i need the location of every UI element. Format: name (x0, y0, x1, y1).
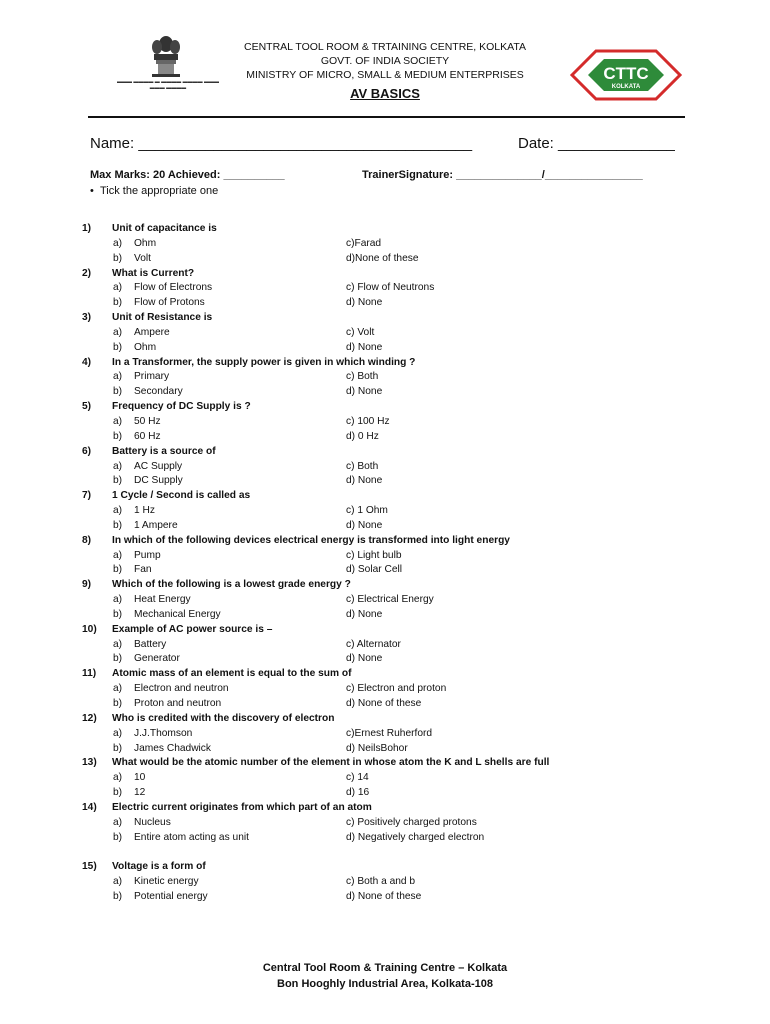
date-field[interactable]: Date: ______________ (518, 135, 675, 152)
option-c[interactable]: c)Farad (346, 237, 382, 249)
question-text: Voltage is a form of (112, 861, 206, 873)
option-d[interactable]: d)None of these (346, 252, 419, 264)
option-d[interactable]: d) None of these (346, 698, 422, 709)
question-text: Who is credited with the discovery of electron (112, 712, 335, 724)
option-b-text: DC Supply (134, 475, 183, 487)
option-b-text: 1 Ampere (134, 519, 178, 531)
question-list (0, 222, 770, 905)
question-text: In a Transformer, the supply power is given in which winding ? (112, 356, 416, 368)
option-d[interactable]: d) None (346, 519, 383, 531)
question-item (0, 534, 770, 579)
option-a[interactable]: a) Ohm (113, 237, 157, 249)
question-item (0, 801, 770, 846)
option-b-text: Potential energy (134, 890, 208, 902)
question-number: 6) (82, 445, 92, 457)
option-d[interactable]: d) 16 (346, 787, 370, 799)
question-text: Atomic mass of an element is equal to the sum of (112, 668, 352, 680)
option-b-text: Mechanical Energy (134, 608, 221, 620)
option-b-text: Flow of Protons (134, 297, 205, 309)
question-number: 7) (82, 490, 92, 502)
option-c[interactable]: c) Electron and proton (346, 683, 447, 695)
option-b-text: Entire atom acting as unit (134, 831, 249, 843)
option-c[interactable]: c) Electrical Energy (346, 594, 434, 606)
option-d[interactable]: d) Negatively charged electron (346, 831, 485, 843)
question-number: 10) (82, 623, 97, 635)
option-b[interactable]: b) Volt (113, 252, 151, 264)
question-item (0, 489, 770, 534)
option-b[interactable]: b) Secondary (113, 386, 183, 398)
header-line-2: GOVT. OF INDIA SOCIETY (320, 55, 450, 67)
question-number: 1) (82, 223, 92, 234)
option-c[interactable]: c) Flow of Neutrons (346, 282, 435, 294)
option-b[interactable]: b) Generator (113, 653, 180, 665)
option-b-text: Proton and neutron (134, 698, 222, 709)
option-d[interactable]: d) Solar Cell (346, 564, 403, 576)
header-line-1: CENTRAL TOOL ROOM & TRTAINING CENTRE, KOLKATA (244, 41, 526, 53)
option-b[interactable]: b) 12 (113, 787, 146, 799)
question-number: 5) (82, 401, 92, 413)
question-item (0, 222, 770, 267)
question-item (0, 623, 770, 668)
option-b-text: Fan (134, 564, 152, 576)
question-number: 4) (82, 356, 92, 368)
question-number: 11) (82, 668, 97, 680)
cttc-logo (566, 45, 686, 105)
option-a[interactable]: a) Primary (113, 371, 170, 383)
question-text: Unit of capacitance is (112, 223, 217, 234)
question-number: 14) (82, 801, 97, 813)
option-b-text: Generator (134, 653, 180, 665)
option-a-text: Heat Energy (134, 594, 191, 606)
question-item (0, 860, 770, 905)
option-b[interactable]: b) Ohm (113, 341, 157, 353)
option-a-text: 50 Hz (134, 415, 161, 427)
option-a[interactable]: a) 50 Hz (113, 415, 161, 427)
question-number: 8) (82, 534, 92, 546)
option-a[interactable]: a) Pump (113, 549, 161, 561)
option-b[interactable]: b) 1 Ampere (113, 519, 178, 531)
option-c[interactable]: c) Volt (346, 326, 375, 338)
option-b-text: James Chadwick (134, 742, 211, 754)
option-a-text: Electron and neutron (134, 683, 229, 695)
question-text: Frequency of DC Supply is ? (112, 401, 251, 413)
footer-line-2: Bon Hooghly Industrial Area, Kolkata-108 (277, 978, 493, 990)
option-b[interactable]: b) Proton and neutron (113, 698, 222, 709)
question-text: Battery is a source of (112, 445, 216, 457)
question-text: 1 Cycle / Second is called as (112, 490, 251, 502)
option-a-text: AC Supply (134, 460, 183, 472)
option-d[interactable]: d) None (346, 386, 383, 398)
option-b[interactable]: b) Fan (113, 564, 152, 576)
question-item (0, 356, 770, 401)
option-d[interactable]: d) 0 Hz (346, 430, 379, 442)
option-a-text: Nucleus (134, 816, 171, 828)
option-a-text: 10 (134, 772, 146, 784)
option-c[interactable]: c) Positively charged protons (346, 816, 477, 828)
option-b[interactable]: b) Flow of Protons (113, 297, 205, 309)
option-b-text: Ohm (134, 341, 157, 353)
option-a[interactable]: a) 1 Hz (113, 505, 155, 517)
question-item (0, 400, 770, 445)
option-b[interactable]: b) Potential energy (113, 890, 208, 902)
question-item (0, 267, 770, 312)
name-field[interactable]: Name: ________________________________________ (90, 135, 473, 152)
option-d[interactable]: d) None (346, 653, 383, 665)
logo-text: CTTC (603, 64, 649, 83)
option-c[interactable]: c) Alternator (346, 638, 401, 650)
question-item (0, 667, 770, 712)
option-b-text: Volt (134, 252, 151, 264)
option-a[interactable]: a) Ampere (113, 326, 170, 338)
question-number: 3) (82, 312, 92, 324)
question-text: In which of the following devices electrical energy is transformed into light energy (112, 534, 510, 546)
option-c[interactable]: c) Both (346, 460, 379, 472)
option-a-text: Battery (134, 638, 167, 650)
option-d[interactable]: d) None (346, 475, 383, 487)
option-a-text: Pump (134, 549, 161, 561)
question-text: What is Current? (112, 267, 195, 279)
option-a[interactable]: a) Flow of Electrons (113, 282, 213, 294)
option-b-text: Secondary (134, 386, 183, 398)
option-d[interactable]: d) None (346, 341, 383, 353)
option-a[interactable]: a) Nucleus (113, 816, 171, 828)
question-number: 13) (82, 757, 97, 769)
question-text: Electric current originates from which part of an atom (112, 801, 372, 813)
question-number: 12) (82, 712, 97, 724)
question-text: Which of the following is a lowest grade energy ? (112, 579, 351, 591)
footer-line-1: Central Tool Room & Training Centre – Kolkata (262, 962, 508, 974)
option-a-text: 1 Hz (134, 505, 155, 517)
question-text: What would be the atomic number of the element in whose atom the K and L shells are full (112, 757, 550, 769)
option-a[interactable]: a) Battery (113, 638, 167, 650)
logo-subtext: KOLKATA (611, 84, 641, 90)
option-a[interactable]: a) 10 (113, 772, 146, 784)
option-a-text: J.J.Thomson (134, 727, 193, 739)
option-b[interactable]: b) James Chadwick (113, 742, 211, 754)
question-item (0, 445, 770, 490)
option-a[interactable]: a) AC Supply (113, 460, 183, 472)
option-d[interactable]: d) NeilsBohor (346, 742, 408, 754)
option-c[interactable]: c) 14 (346, 772, 369, 784)
question-number: 2) (82, 267, 92, 279)
question-item (0, 311, 770, 356)
option-c[interactable]: c) Both (346, 371, 379, 383)
option-a[interactable]: a) Heat Energy (113, 594, 191, 606)
bullet-icon: • (90, 185, 100, 197)
option-b[interactable]: b) DC Supply (113, 475, 183, 487)
question-text: Unit of Resistance is (112, 312, 213, 324)
option-a[interactable]: a) Electron and neutron (113, 683, 229, 695)
question-item (0, 756, 770, 801)
option-a-text: Primary (134, 371, 170, 383)
question-number: 9) (82, 579, 92, 591)
option-d[interactable]: d) None (346, 608, 383, 620)
option-c[interactable]: c) 100 Hz (346, 415, 390, 427)
option-b-text: 12 (134, 787, 146, 799)
option-a[interactable]: a) Kinetic energy (113, 876, 199, 888)
option-b[interactable]: b) Mechanical Energy (113, 608, 221, 620)
option-c[interactable]: c) Both a and b (346, 876, 416, 888)
option-c[interactable]: c)Ernest Ruherford (346, 727, 433, 739)
option-a-text: Ampere (134, 326, 170, 338)
header-line-3: MINISTRY OF MICRO, SMALL & MEDIUM ENTERPRISES (246, 69, 524, 81)
option-a[interactable]: a) J.J.Thomson (113, 727, 193, 739)
option-d[interactable]: d) None of these (346, 890, 422, 902)
header-divider (88, 116, 685, 118)
instruction (90, 185, 218, 197)
option-a-text: Flow of Electrons (134, 282, 213, 294)
spacer (0, 845, 770, 860)
question-item (0, 712, 770, 757)
option-c[interactable]: c) 1 Ohm (346, 505, 388, 517)
question-text: Example of AC power source is – (112, 623, 273, 635)
option-d[interactable]: d) None (346, 297, 383, 309)
instruction-text: Tick the appropriate one (99, 185, 219, 197)
option-a-text: Ohm (134, 237, 157, 249)
trainer-signature-field[interactable]: TrainerSignature: ______________/________________ (362, 169, 643, 181)
question-number: 15) (82, 861, 97, 873)
option-b-text: 60 Hz (134, 430, 161, 442)
max-marks-field[interactable]: Max Marks: 20 Achieved: __________ (90, 169, 285, 181)
question-item (0, 578, 770, 623)
ministry-emblem-caption: ▬▬▬ ▬▬▬▬ ▬ ▬▬▬▬ ▬▬▬▬ ▬▬▬ ▬▬▬ ▬▬▬▬ (117, 79, 219, 91)
option-b[interactable]: b) Entire atom acting as unit (113, 831, 249, 843)
option-c[interactable]: c) Light bulb (346, 549, 402, 561)
option-b[interactable]: b) 60 Hz (113, 430, 161, 442)
page-title: AV BASICS (350, 86, 420, 101)
option-a-text: Kinetic energy (134, 876, 199, 888)
